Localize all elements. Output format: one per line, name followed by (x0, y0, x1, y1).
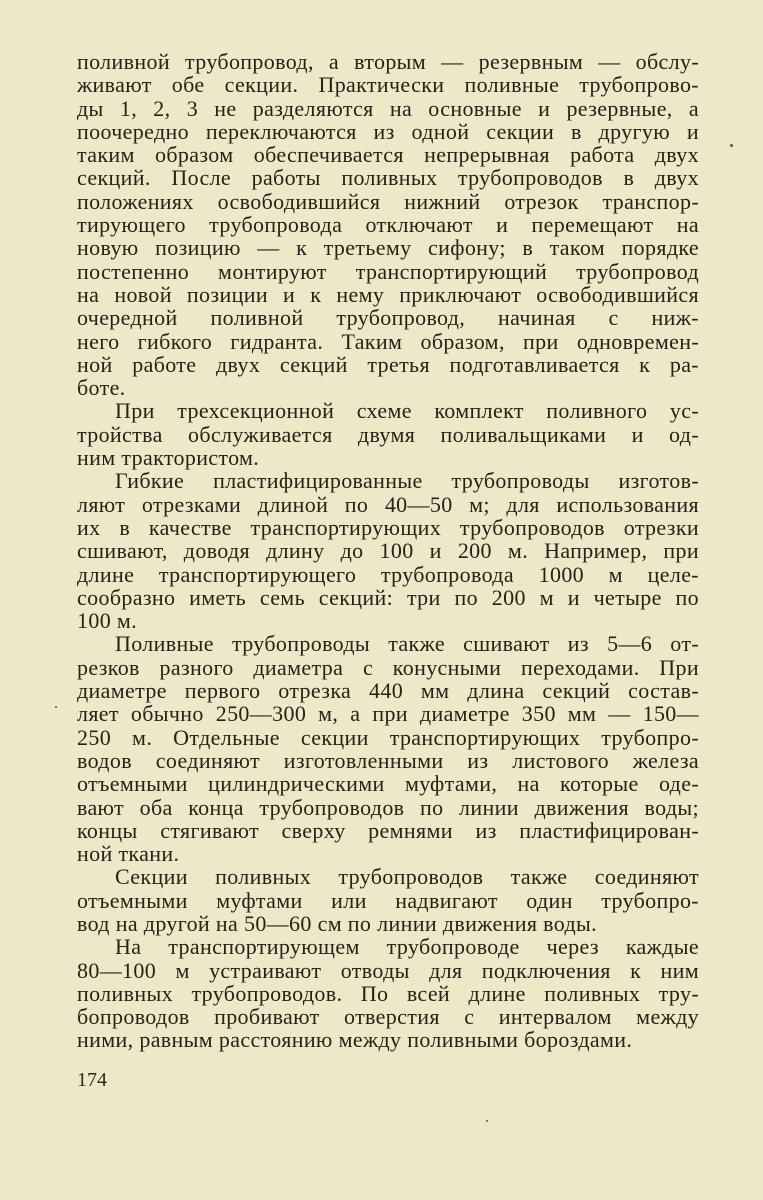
text-line: 250 м. Отдельные секции транспортирующих трубопро- (77, 724, 699, 750)
text-line: тройства обслуживается двумя поливальщиками и од- (77, 421, 699, 447)
text-line: Секции поливных трубопроводов также соединяют (115, 864, 699, 890)
paragraph (77, 632, 699, 865)
page-number: 174 (77, 1069, 107, 1091)
body-text (77, 50, 699, 1052)
paper-speck (730, 144, 733, 147)
paragraph (77, 469, 699, 632)
text-line: него гибкого гидранта. Таким образом, при одновремен- (77, 328, 699, 354)
text-line: вают оба конца трубопроводов по линии движения воды; (77, 794, 699, 820)
text-line: резков разного диаметра с конусными переходами. При (77, 654, 699, 680)
text-line: поливных трубопроводов. По всей длине поливных тру- (77, 980, 699, 1006)
text-line: отъемными цилиндрическими муфтами, на которые оде- (77, 771, 699, 797)
text-line: вод на другой на 50—60 см по линии движения воды. (77, 910, 597, 936)
paragraph (77, 935, 699, 1051)
text-line: таким образом обеспечивается непрерывная работа двух (77, 142, 699, 168)
text-line: Поливные трубопроводы также сшивают из 5—6 от- (115, 631, 699, 657)
paper-speck (486, 1120, 488, 1122)
text-line: их в качестве транспортирующих трубопроводов отрезки (77, 514, 699, 540)
paper-speck (55, 706, 57, 708)
text-line: бопроводов пробивают отверстия с интервалом между (77, 1004, 699, 1030)
text-line: сообразно иметь семь секций: три по 200 м и четыре по (77, 584, 699, 610)
text-line: тирующего трубопровода отключают и перемещают на (77, 212, 699, 238)
text-line: поливной трубопровод, а вторым — резервным — обслу- (77, 49, 699, 74)
text-line: длине транспортирующего трубопровода 1000 м целе- (77, 561, 699, 587)
text-line: ними, равным расстоянию между поливными бороздами. (77, 1027, 633, 1053)
text-line: водов соединяют изготовленными из листового железа (77, 747, 699, 773)
text-line: Гибкие пластифицированные трубопроводы изготов- (115, 468, 699, 494)
text-line: 100 м. (77, 608, 138, 634)
text-line: сшивают, доводя длину до 100 и 200 м. Например, при (77, 538, 699, 564)
text-line: очередной поливной трубопровод, начиная с ниж- (77, 305, 699, 331)
paragraph (77, 50, 699, 399)
text-line: ной работе двух секций третья подготавливается к ра- (77, 351, 699, 377)
paragraph (77, 865, 699, 935)
text-line: боте. (77, 375, 126, 401)
text-line: ной ткани. (77, 841, 180, 867)
paragraph (77, 399, 699, 469)
text-line: отъемными муфтами или надвигают один трубопро- (77, 887, 699, 913)
text-line: положениях освободившийся нижний отрезок транспор- (77, 188, 699, 214)
text-line: ним трактористом. (77, 445, 260, 471)
text-line: поочередно переключаются из одной секции в другую и (77, 118, 699, 144)
text-line: секций. После работы поливных трубопроводов в двух (77, 165, 699, 191)
text-line: 80—100 м устраивают отводы для подключения к ним (77, 957, 699, 983)
text-line: диаметре первого отрезка 440 мм длина секций состав- (77, 678, 699, 704)
text-line: При трехсекционной схеме комплект поливного ус- (115, 398, 699, 424)
text-line: концы стягивают сверху ремнями из пластифицирован- (77, 817, 699, 843)
text-line: живают обе секции. Практически поливные трубопрово- (77, 72, 699, 98)
text-line: На транспортирующем трубопроводе через каждые (115, 934, 699, 960)
text-line: на новой позиции и к нему приключают освободившийся (77, 281, 699, 307)
text-line: ды 1, 2, 3 не разделяются на основные и резервные, а (77, 95, 699, 121)
text-line: постепенно монтируют транспортирующий трубопровод (77, 258, 699, 284)
text-line: ляет обычно 250—300 м, а при диаметре 350 мм — 150— (77, 701, 699, 727)
text-line: новую позицию — к третьему сифону; в таком порядке (77, 235, 699, 261)
text-line: ляют отрезками длиной по 40—50 м; для использования (77, 491, 699, 517)
